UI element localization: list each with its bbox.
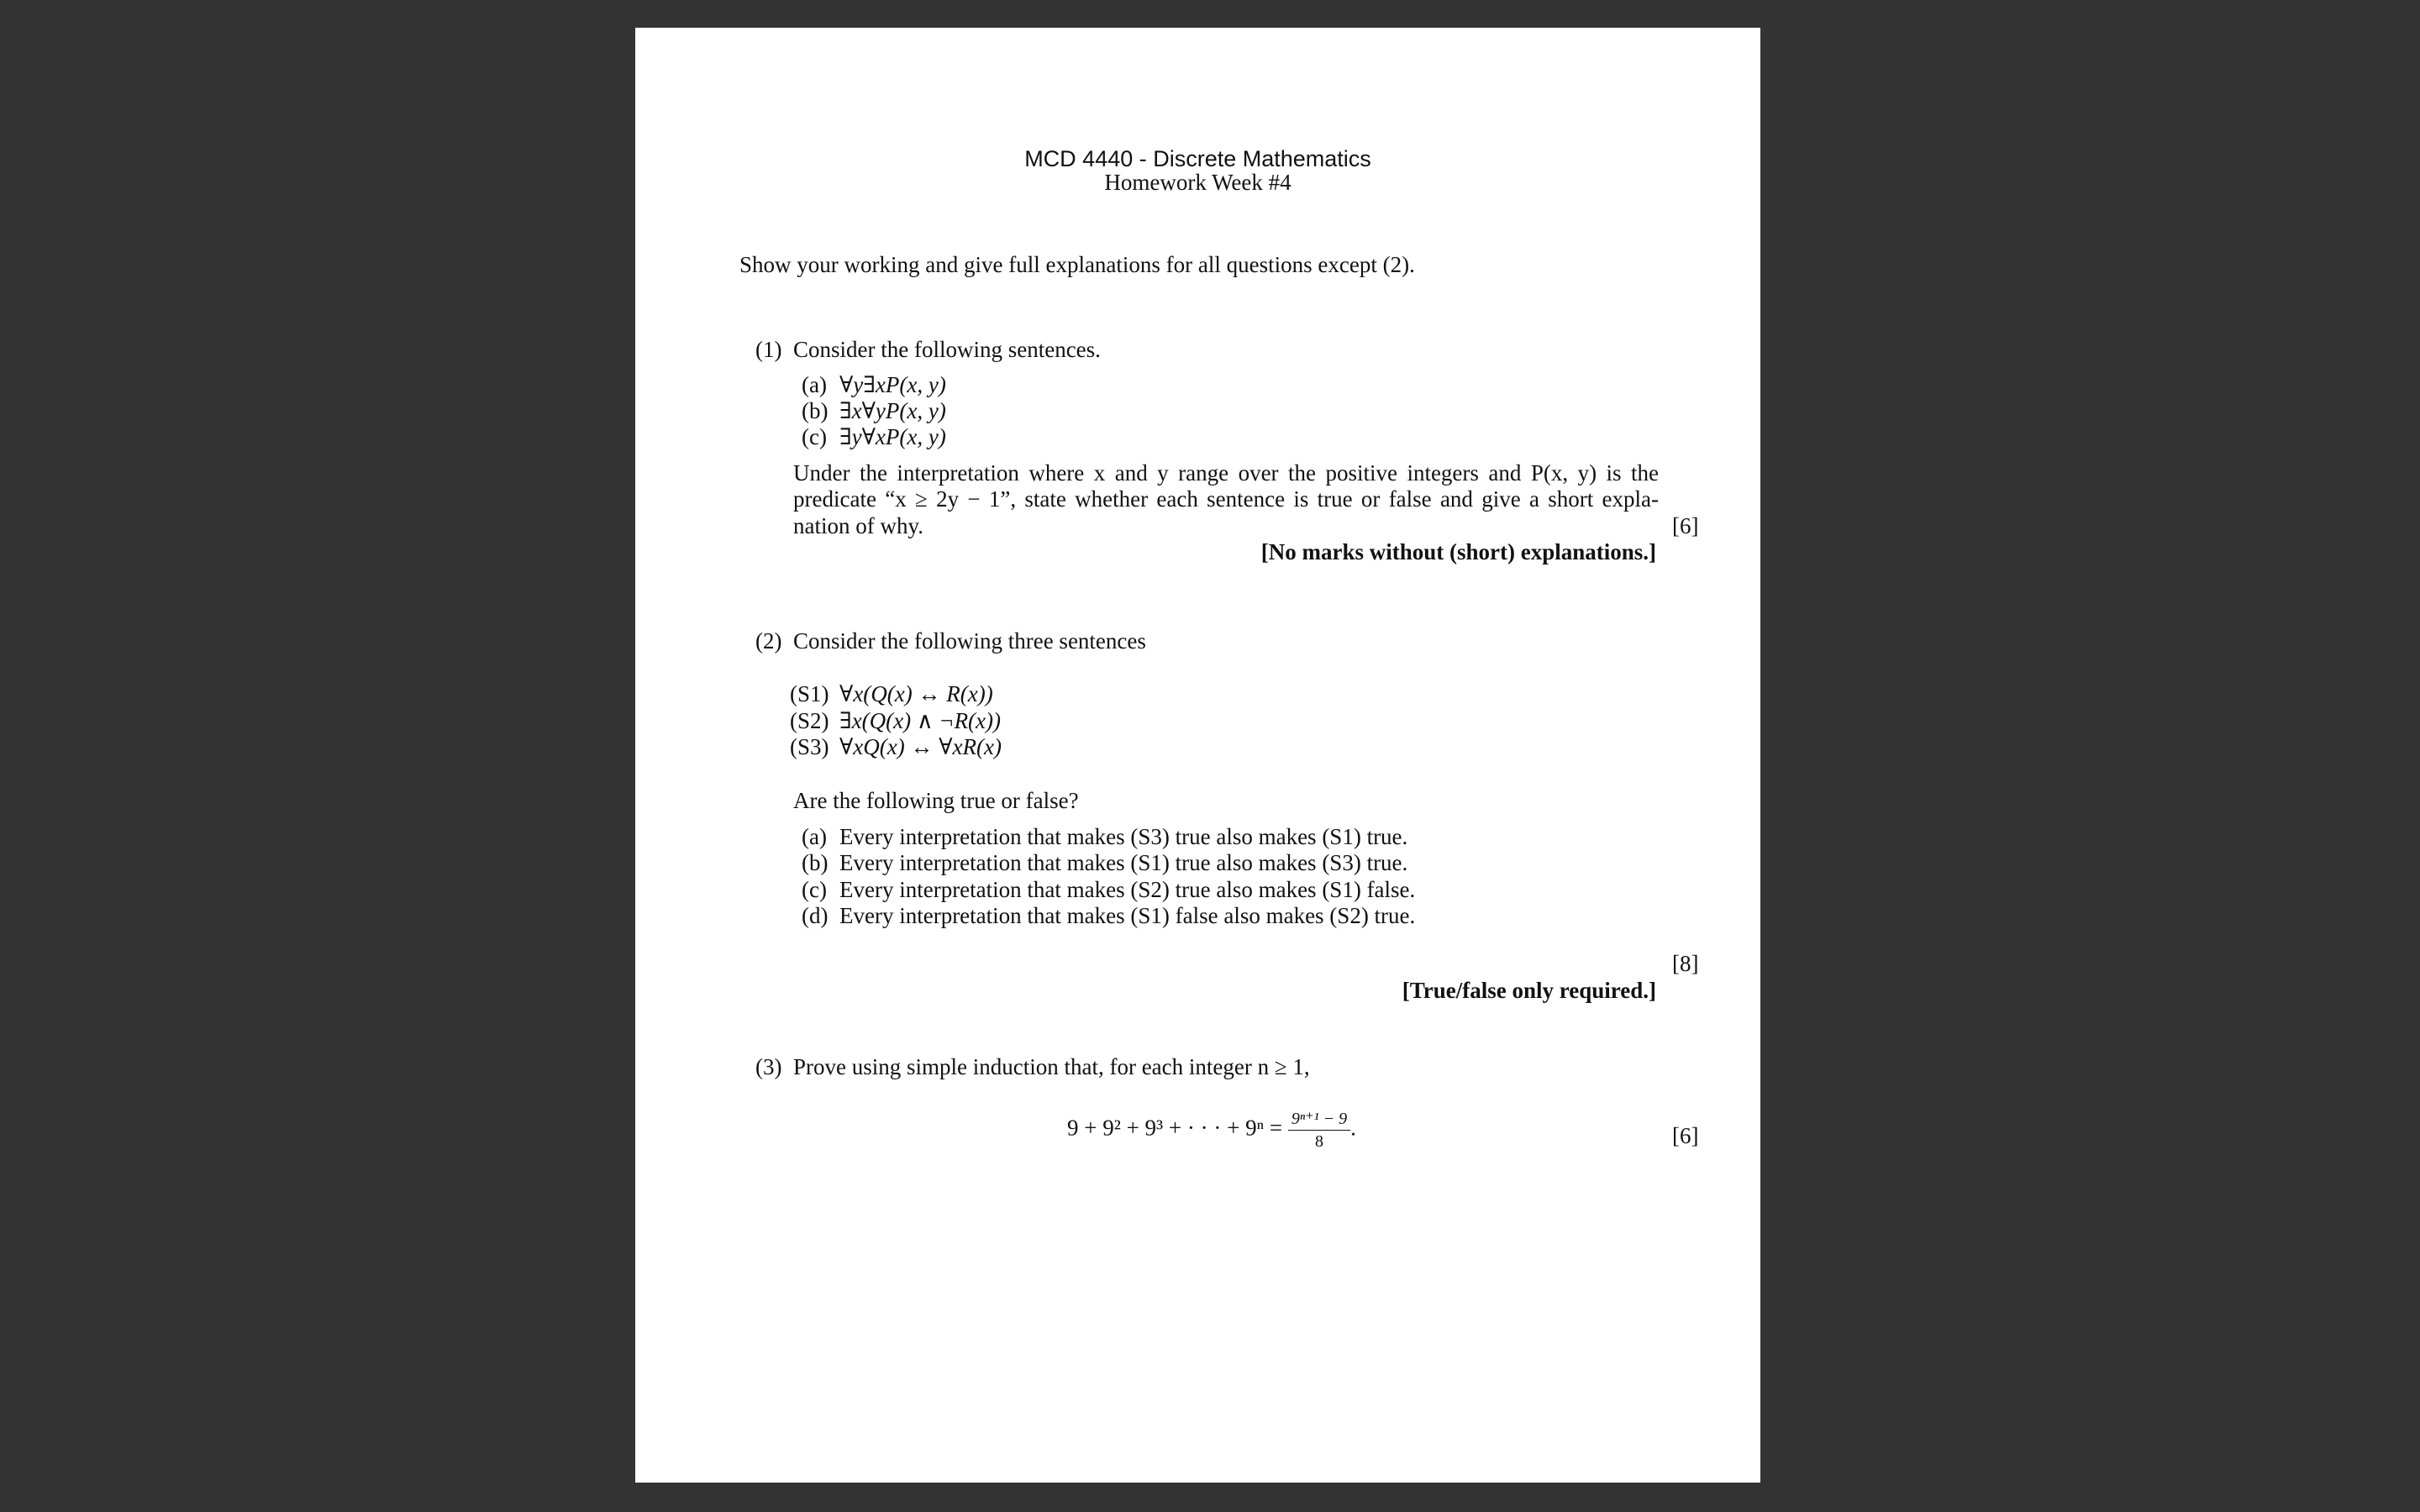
q2-item-c-label: (c) (802, 877, 827, 902)
q3-fraction-numerator: 9ⁿ⁺¹ − 9 (1288, 1110, 1350, 1131)
q1-number: (1) (755, 337, 782, 362)
q2-s3-label: (S3) (790, 734, 829, 759)
q2-item-b-text: Every interpretation that makes (S1) true also makes (S3) true. (839, 850, 1408, 875)
q2-number: (2) (755, 628, 782, 654)
q3-fraction-denominator: 8 (1314, 1132, 1323, 1151)
q2-item-d-label: (d) (802, 903, 829, 928)
q2-item-a-label: (a) (802, 824, 827, 849)
q1-item-b-formula: ∃x∀yP(x, y) (839, 398, 946, 423)
q1-item-a-formula: ∀y∃xP(x, y) (839, 372, 946, 397)
q3-formula-end: . (1350, 1115, 1356, 1141)
q2-s1-formula: ∀x(Q(x) ↔ R(x)) (839, 681, 993, 706)
q1-body-line-2: predicate “x ≥ 2y − 1”, state whether each sentence is true or false and give a short expla- (793, 486, 1659, 512)
q1-note: [No marks without (short) explanations.] (1260, 539, 1656, 564)
q3-fraction (1288, 1110, 1350, 1151)
q2-s2-label: (S2) (790, 708, 829, 733)
q1-item-c-label: (c) (802, 424, 827, 449)
q3-formula-lhs: 9 + 9² + 9³ + · · · + 9ⁿ = (1067, 1115, 1283, 1141)
q2-s2-formula: ∃x(Q(x) ∧ ¬R(x)) (839, 708, 1002, 733)
q1-intro: Consider the following sentences. (793, 337, 1101, 362)
q3-formula (1067, 1110, 1356, 1151)
q2-question: Are the following true or false? (793, 788, 1079, 813)
q2-marks: [8] (1672, 951, 1699, 976)
q1-body-line-1: Under the interpretation where x and y range over the positive integers and P(x, y) is the (793, 460, 1659, 486)
q2-s1-label: (S1) (790, 681, 829, 706)
q2-s3-formula: ∀xQ(x) ↔ ∀xR(x) (839, 734, 1002, 759)
q3-number: (3) (755, 1054, 782, 1079)
instructions: Show your working and give full explanations for all questions except (2). (739, 252, 1415, 277)
homework-subtitle: Homework Week #4 (1104, 170, 1292, 195)
document-page (635, 28, 1760, 1483)
q2-item-a-text: Every interpretation that makes (S3) true also makes (S1) true. (839, 824, 1408, 849)
course-title: MCD 4440 - Discrete Mathematics (1024, 146, 1371, 171)
q2-note: [True/false only required.] (1402, 978, 1656, 1003)
q1-marks: [6] (1672, 513, 1699, 538)
q3-intro: Prove using simple induction that, for each integer n ≥ 1, (793, 1054, 1310, 1079)
q1-item-a-label: (a) (802, 372, 827, 397)
q1-item-c-formula: ∃y∀xP(x, y) (839, 424, 946, 449)
q2-item-c-text: Every interpretation that makes (S2) true also makes (S1) false. (839, 877, 1416, 902)
q1-body-line-3: nation of why. (793, 513, 923, 538)
q2-intro: Consider the following three sentences (793, 628, 1146, 654)
q2-item-b-label: (b) (802, 850, 829, 875)
q3-marks: [6] (1672, 1123, 1699, 1148)
q2-item-d-text: Every interpretation that makes (S1) false also makes (S2) true. (839, 903, 1416, 928)
q1-item-b-label: (b) (802, 398, 829, 423)
